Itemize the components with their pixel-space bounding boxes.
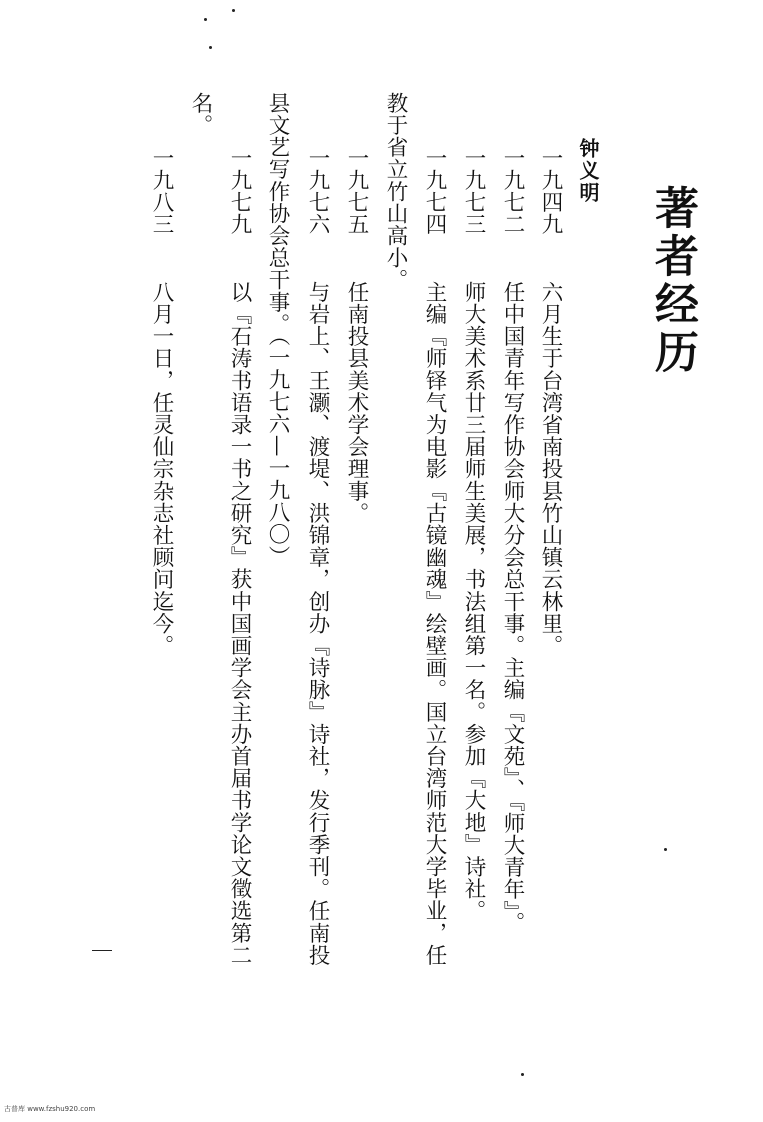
page-number-dash bbox=[92, 950, 112, 951]
entry-column bbox=[341, 147, 372, 524]
entry-text: 八月一日，任灵仙宗杂志社顾问迄今。 bbox=[149, 281, 174, 657]
entry-continuation bbox=[380, 92, 411, 291]
entry-text: 县文艺写作协会总干事。（一九七六—一九八〇） bbox=[265, 92, 290, 568]
entry-year: 一九七六 bbox=[305, 147, 330, 236]
entry-column bbox=[224, 147, 255, 966]
page-title: 著者经历 bbox=[647, 185, 698, 377]
entry-text: 教于省立竹山高小。 bbox=[383, 92, 408, 291]
entry-text: 任中国青年写作协会师大分会总干事。主编『文苑』、『师大青年』。 bbox=[500, 281, 525, 934]
scan-speck bbox=[232, 9, 235, 12]
entry-text: 六月生于台湾省南投县竹山镇云林里。 bbox=[538, 281, 563, 657]
entry-year: 一九四九 bbox=[538, 147, 563, 236]
scan-speck bbox=[664, 848, 667, 851]
entry-column bbox=[146, 147, 177, 657]
entry-column bbox=[302, 147, 333, 966]
entry-text: 名。 bbox=[188, 92, 213, 137]
scan-speck bbox=[209, 46, 212, 49]
entry-text: 师大美术系廿三届师生美展，书法组第一名。参加『大地』诗社。 bbox=[461, 281, 486, 922]
scan-speck bbox=[521, 1073, 524, 1076]
scan-speck bbox=[204, 18, 207, 21]
entry-column bbox=[419, 147, 450, 966]
watermark-text: 古普库 www.fzshu920.com bbox=[4, 1105, 96, 1113]
entry-year: 一九八三 bbox=[149, 147, 174, 236]
entry-year: 一九七四 bbox=[422, 147, 447, 236]
entry-column bbox=[497, 147, 528, 934]
entry-continuation bbox=[262, 92, 293, 567]
entry-text: 以『石涛书语录一书之研究』获中国画学会主办首届书学论文徵选第二 bbox=[227, 281, 252, 967]
entry-year: 一九七五 bbox=[344, 147, 369, 236]
entry-text: 任南投县美术学会理事。 bbox=[344, 281, 369, 525]
entry-year: 一九七九 bbox=[227, 147, 252, 236]
entry-column bbox=[458, 147, 489, 922]
entry-year: 一九七二 bbox=[500, 147, 525, 236]
entry-text: 与岩上、王灏、渡堤、洪锦章，创办『诗脉』诗社，发行季刊。任南投 bbox=[305, 281, 330, 967]
entry-text: 主编『师铎气为电影『古镜幽魂』绘壁画。国立台湾师范大学毕业，任 bbox=[422, 281, 447, 967]
author-name: 钟义明 bbox=[576, 138, 600, 204]
entry-continuation bbox=[185, 92, 216, 136]
entry-year: 一九七三 bbox=[461, 147, 486, 236]
entry-column bbox=[535, 147, 566, 657]
